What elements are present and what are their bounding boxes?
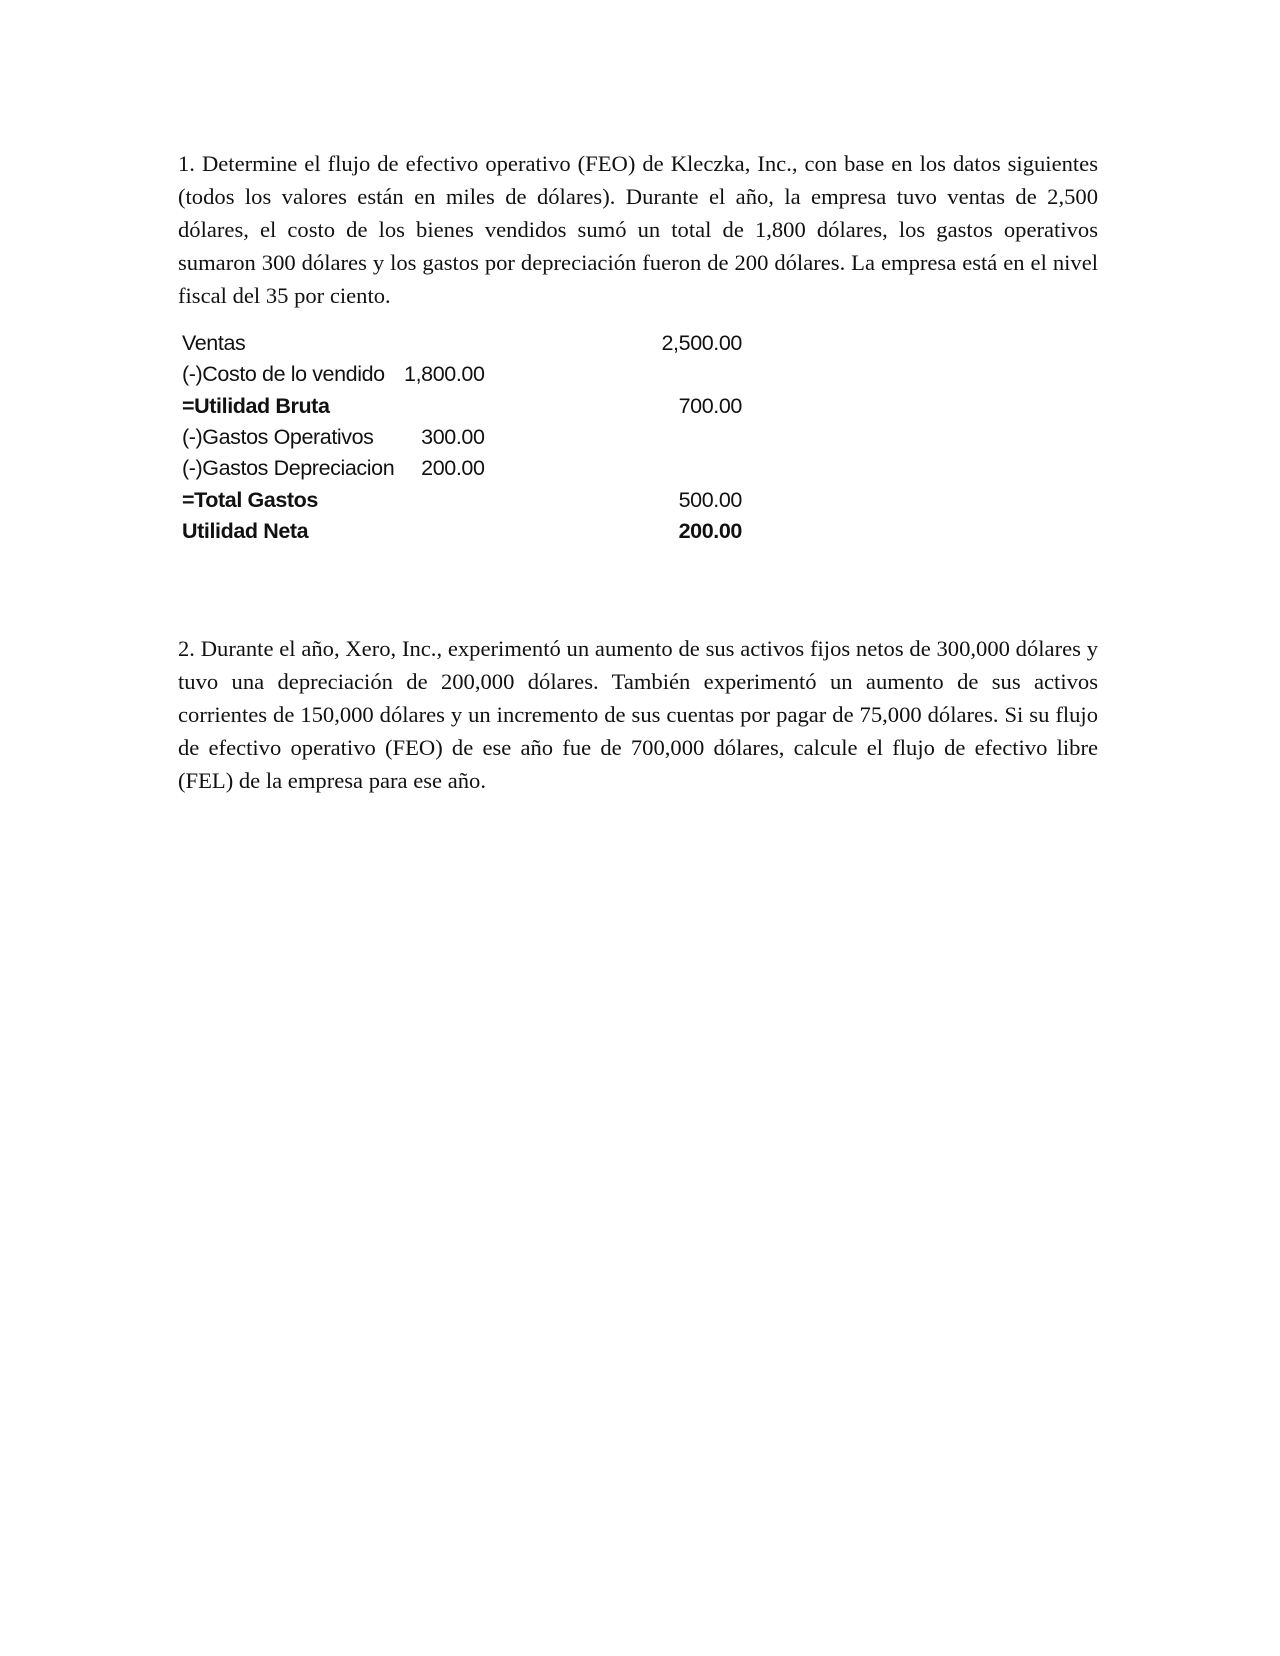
row-total-value: 200.00	[678, 518, 742, 543]
statement-row-gastos-depreciacion	[182, 453, 742, 484]
row-label: (-)Gastos Operativos	[182, 425, 374, 450]
row-partial-value	[396, 484, 656, 515]
row-partial-value: 200.00	[421, 456, 485, 481]
problem-1-paragraph: 1. Determine el flujo de efectivo operativo (FEO) de Kleczka, Inc., con base en los datos siguientes (todos los valores están en miles de dólares). Durante el año, la empresa tuvo ventas de 2,500 dólares, el costo de los bienes vendidos sumó un total de 1,800 dólares, los gastos operativos sumaron 300 dólares y los gastos por depreciación fueron de 200 dólares. La empresa está en el nivel fiscal del 35 por ciento.	[178, 151, 1098, 308]
row-label: =Utilidad Bruta	[182, 393, 330, 418]
income-statement-table	[182, 328, 742, 547]
row-partial-value: 300.00	[421, 425, 485, 450]
row-total-value: 2,500.00	[661, 331, 742, 356]
row-label: Ventas	[182, 331, 246, 356]
statement-row-utilidad-neta	[182, 516, 742, 547]
statement-row-total-gastos	[182, 484, 742, 515]
problem-2-paragraph: 2. Durante el año, Xero, Inc., experimentó un aumento de sus activos fijos netos de 300,000 dólares y tuvo una depreciación de 200,000 dólares. También experimentó un aumento de sus activos corrientes de 150,000 dólares y un incremento de sus cuentas por pagar de 75,000 dólares. Si su flujo de efectivo operativo (FEO) de ese año fue de 700,000 dólares, calcule el flujo de efectivo libre (FEL) de la empresa para ese año.	[178, 636, 1098, 793]
row-total-value	[657, 453, 742, 484]
row-total-value: 500.00	[678, 487, 742, 512]
statement-row-utilidad-bruta	[182, 391, 742, 422]
row-partial-value	[396, 516, 656, 547]
row-total-value	[657, 359, 742, 390]
row-total-value: 700.00	[678, 393, 742, 418]
row-label: (-)Costo de lo vendido	[182, 362, 385, 387]
row-partial-value	[396, 391, 656, 422]
row-partial-value	[396, 328, 656, 359]
statement-row-costo	[182, 359, 742, 390]
statement-row-gastos-operativos	[182, 422, 742, 453]
row-label: Utilidad Neta	[182, 518, 309, 543]
row-total-value	[657, 422, 742, 453]
row-label: (-)Gastos Depreciacion	[182, 456, 395, 481]
row-label: =Total Gastos	[182, 487, 318, 512]
statement-row-ventas	[182, 328, 742, 359]
row-partial-value: 1,800.00	[404, 362, 485, 387]
